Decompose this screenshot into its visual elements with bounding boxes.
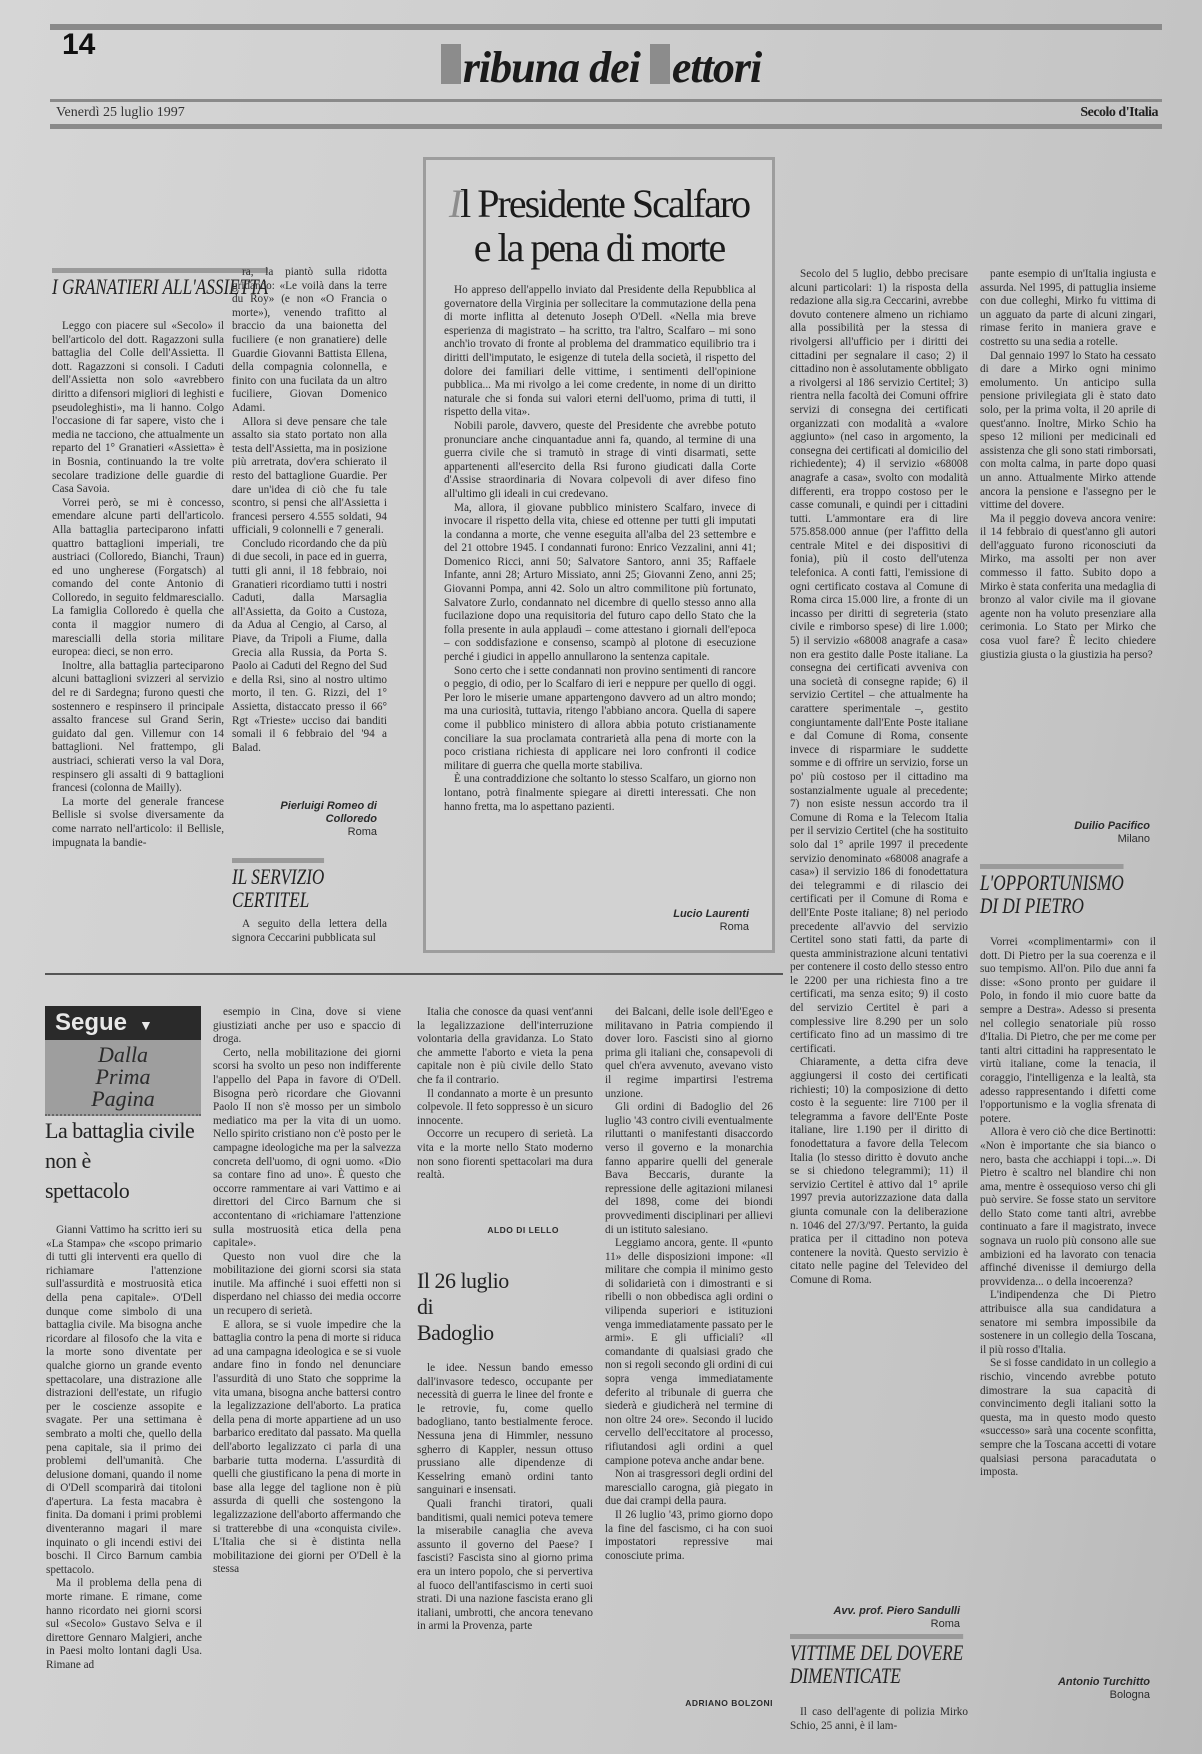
battaglia-colC — [417, 1006, 593, 1183]
badoglio-byline: ADRIANO BOLZONI — [685, 1698, 773, 1708]
paragraph: Concludo ricordando che da più di due secoli, in pace ed in guerra, tutti gli anni, il 18 febbraio, noi Granatieri ricordiamo tutti i nostri Caduti, dalla Marsaglia all'Assietta, da Goito a Custoza, da Adua al Cengio, al Carso, al Piave, da Tripoli a Fiume, dalla Grecia alla Russia, da Porta S. Paolo ai Caduti del Regno del Sud e della Rsi, sino al nostro ultimo morto, il ten. G. Rizzi, del 1° Assietta, distaccato presso il 66° Rgt «Trieste» ucciso dai banditi somali il 6 febbraio del '94 a Balad. — [232, 537, 387, 754]
badoglio-headline: Il 26 luglio di Badoglio — [417, 1268, 509, 1345]
masthead-text-2: ettori — [671, 43, 762, 92]
header-bottom-rule — [50, 124, 1162, 129]
paragraph: Gli ordini di Badoglio del 26 luglio '43 contro civili eventualmente riluttanti o manifestanti disaccordo verso il governo e la monarchia fanno apparire quelli del generale Bava Beccaris, durante la repressione delle agitazioni milanesi del 1898, come dei biondi provvedimenti disciplinari per allievi di un istituto salesiano. — [605, 1101, 773, 1236]
certitel-intro — [232, 918, 387, 945]
granatieri-byline — [232, 800, 377, 839]
paragraph: L'indipendenza che Di Pietro attribuisce alla sua candidatura a senatore mi sembra impossibile da sostenere in un collegio della Toscana, il più rosso d'Italia. — [980, 1289, 1156, 1356]
paragraph: Vorrei però, se mi è concesso, emendare alcune parti dell'articolo. Alla battaglia parteciparono infatti quattro battaglioni imperiali, tre austriaci (Colloredo, Bianchi, Traun) ed uno ungherese (Forgatsch) al comando del conte Antonio di Colloredo, in seguito feldmaresciallo. La famiglia Colloredo è quella che conta il maggior numero di marescialli della storia militare europea: dieci, se non erro. — [52, 496, 224, 659]
paragraph: Gianni Vattimo ha scritto ieri su «La Stampa» che «scopo primario di tutti gli interventi era quello di richiamare l'attenzione sull'assurdità e mostruosità etica della pena capitale». O'Dell dunque come simbolo di una battaglia civile. Ma bisogna anche ricordare al filosofo che la vita e la morte sono diventate per qualche giorno un grande evento spettacolare, una distrazione alle distrazioni dell'estate, un rifugio per le coscienze assopite e svagate. Per una settimana è sembrato a molti che, quello della pena capitale, sia il primo dei problemi dell'umanità. Che delusione domani, quando il nome di O'Dell scomparirà dai titoloni d'apertura. La festa macabra è finita. Da domani i primi problemi diventeranno magari il mare inquinato o gli incendi estivi dei boschi. Il Circo Barnum cambia spettacolo. — [46, 1224, 202, 1576]
arrow-down-icon: ▼ — [139, 1017, 153, 1033]
masthead-text-1: ribuna dei — [462, 43, 650, 92]
paragraph: Quali franchi tiratori, quali banditismi, quali nemici poteva temere la miserabile canaglia che aveva assunto il governo del Paese? I fascisti? Fascista sino al giorno prima era un intero popolo, che si pervertiva al fuoco dell'antifascismo in certi suoi strati. Di una nazione fascista erano gli italiani, umbrotti, che ancora tenevano in armi la Provenza, parte — [417, 1497, 593, 1633]
author-name: Pierluigi Romeo di Colloredo — [280, 800, 377, 825]
paragraph: Il 26 luglio '43, primo giorno dopo la fine del fascismo, ci ha con suoi impostatori repressive mai conosciute prima. — [605, 1508, 773, 1562]
author-city: Bologna — [1109, 1689, 1150, 1701]
paragraph: A seguito della lettera della signora Ceccarini pubblicata sul — [232, 918, 387, 944]
dalla-prima-pagina: Dalla Prima Pagina — [45, 1040, 201, 1116]
badoglio-colC — [417, 1362, 593, 1634]
battaglia-headline: La battaglia civile non è spettacolo — [45, 1118, 195, 1203]
paragraph: Inoltre, alla battaglia parteciparono alcuni battaglioni svizzeri al servizio del re di Sardegna; furono questi che sostennero e respinsero il principale assalto francese sul Grand Serin, guidato dal gen. Villemur con 14 battaglioni. Nel frattempo, gli austriaci, schierati verso la val Dora, respinsero gli assalti di 9 battaglioni francesi (colonna de Mailly). — [52, 659, 224, 795]
paragraph: Il condannato a morte è un presunto colpevole. Il feto soppresso è un sicuro innocente. — [417, 1087, 593, 1127]
paragraph: È una contraddizione che soltanto lo stesso Scalfaro, un giorno non lontano, potrà finalmente spiegare ai diretti interessati. Che non hanno fretta, ma lo aspettano pazienti. — [444, 773, 756, 813]
dipietro-headline: L'OPPORTUNISMO DI DI PIETRO — [980, 864, 1124, 917]
vittime-col5 — [980, 268, 1156, 662]
paragraph: E allora, se si vuole impedire che la battaglia contro la pena di morte si riduca ad una campagna ideologica e se si vuole andare fino in fondo nel denunciare l'assurdità di uno Stato che sopprime la vita umana, bisogna anche battersi contro la legalizzazione dell'aborto. La pratica della pena di morte appartiene ad un uso barbarico ereditato dal passato. Ma quella dell'aborto legalizzato ci parla di una barbarie tutta moderna. L'assurdità di quelli che giustificano la pena di morte in base alla legge del taglione non è più assurda di quelli che sostengono la legalizzazione dell'aborto affermando che si tratterebbe di una «conquista civile». L'Italia che si è distinta nella mobilitazione dei giorni per O'Dell è la stessa — [213, 1318, 401, 1576]
masthead-initial-t — [441, 44, 461, 84]
granatieri-headline: I GRANATIERI ALL'ASSIETTA — [52, 268, 268, 298]
paragraph: le idee. Nessun bando emesso dall'invasore tedesco, occupante per necessità di guerra le linee del fronte e le retrovie, fu, come quello badogliano, tanto bestialmente feroce. Nessuna jena di Himmler, nessuno sgherro di Kappler, nessun ottuso prussiano alle dipendenze di Kesselring emanò ordini tanto sanguinari e insensati. — [417, 1362, 593, 1497]
badoglio-colD — [605, 1006, 773, 1563]
paragraph: dei Balcani, delle isole dell'Egeo e militavano in Patria compiendo il dover loro. Fascisti sino al giorno prima gli italiani che, consapevoli di quel ch'era avvenuto, avevano visto il regime impartirsi l'estrema unzione. — [605, 1006, 773, 1100]
scalfaro-byline — [444, 908, 749, 934]
author-city: Roma — [930, 1618, 960, 1630]
certitel-headline: IL SERVIZIO CERTITEL — [232, 858, 324, 911]
paragraph: Italia che conosce da quasi vent'anni la legalizzazione dell'interruzione volontaria della gravidanza. Lo Stato che ammette l'aborto e vieta la pena capitale non è più civile dello Stato che fa il contrario. — [417, 1006, 593, 1086]
paragraph: Dal gennaio 1997 lo Stato ha cessato di dare a Mirko ogni minimo emolumento. Un anticipo sulla pensione privilegiata gli è stato dato solo, per la prima volta, il 20 aprile di quest'anno. Inoltre, Mirko Schio ha speso 12 milioni per medicinali ed assistenza che gli sono stati rimborsati, con molta calma, in parte dopo quasi un anno. Attualmente Mirko attende ancora la pensione e l'assegno per le vittime del dovere. — [980, 349, 1156, 512]
paragraph: Certo, nella mobilitazione dei giorni scorsi ha svolto un peso non indifferente l'appello del Papa in favore di O'Dell. Bisogna però ricordare che Giovanni Paolo II non s'è mosso per un simbolo mediatico ma per la vita di un uomo. Nello spirito cristiano non c'è posto per le campagne ideologiche ma per la salvezza concreta dell'uomo, di ogni uomo. «Dio sa contare fino ad uno». È questo che occorre rammentare ai vari Vattimo e ai direttori del Circo Barnum che si accontentano di «richiamare l'attenzione sulla mostruosità etica della pena capitale». — [213, 1046, 401, 1250]
paragraph: Ho appreso dell'appello inviato dal Presidente della Repubblica al governatore della Virginia per sollecitare la commutazione della pena di morte inflitta al detenuto Joseph O'Dell. «Nella mia breve esperienza di magistrato – ha scritto, tra l'altro, Scalfaro – mi sono anch'io trovato di fronte al problema del drammatico equilibrio tra i diritti dell'imputato, le esigenze di tutela della società, il rispetto del dolore dei familiari delle vittime, i sentimenti dell'opinione pubblica... Ma mi rivolgo a lei come credente, in nome di un diritto naturale che si fonda sui valori eterni dell'uomo, prima di tutti, il rispetto della vita». — [444, 284, 756, 419]
vittime-headline: VITTIME DEL DOVERE DIMENTICATE — [790, 1634, 963, 1687]
paragraph: Allora è vero ciò che dice Bertinotti: «Non è importante che sia bianco o nero, basta che acchiappi i topi...». Di Pietro è scaltro nel blandire chi non ama, mentre è ossequioso verso chi gli può servire. Se fosse stato un servitore dello Stato come tanti altri, avrebbe continuato a fare il magistrato, invece sognava un ruolo più consono alle sue ambizioni ed ha lavorato con tenacia affinché divenisse il demiurgo della provvidenza... o della incoerenza? — [980, 1126, 1156, 1288]
top-rule — [50, 24, 1162, 30]
vittime-byline — [980, 820, 1150, 846]
paragraph: Chiaramente, a detta cifra deve aggiungersi il costo dei certificati richiesti; 10) la composizione di detto costo è la seguente: lire 7100 per il telegramma a favore dell'Ente Poste italiane, lire 1.190 per il diritto di fonodettatura a favore della Telecom Italia (lo stesso diritto è dovuto anche se si chiedono telegrammi); 11) il servizio Certitel è attivo dal 1° aprile 1997 previa autorizzazione data dalla giunta comunale con la deliberazione n. 1046 del 27/3/'97. Pertanto, la guida pratica per il cittadino non poteva contenere la novità. Questo servizio è citato nelle pagine del Televideo del Comune di Roma. — [790, 1056, 968, 1286]
scalfaro-feature-box — [423, 157, 775, 953]
paragraph: Ma il problema della pena di morte rimane. E rimane, come hanno ricordato nei giorni scorsi sul «Secolo» Gustavo Selva e il direttore Gennaro Malgieri, anche in Paesi molto lontani dagli Usa. Rimane ad — [46, 1577, 202, 1671]
vittime-intro — [790, 1706, 968, 1733]
dipietro-body — [980, 936, 1156, 1480]
granatieri-col1 — [52, 320, 224, 850]
newspaper-name: Secolo d'Italia — [1080, 105, 1158, 120]
author-city: Roma — [347, 826, 377, 838]
segue-dalla-prima-box — [45, 1006, 201, 1116]
section-divider — [45, 973, 783, 975]
paragraph: Non ai trasgressori degli ordini del maresciallo carogna, già piegato in due dai crampi della paura. — [605, 1468, 773, 1508]
paragraph: Secolo del 5 luglio, debbo precisare alcuni particolari: 1) la risposta della redazione alla sig.ra Ceccarini, avrebbe dovuto contenere almeno un richiamo alla possibilità per la stessa di rivolgersi all'ufficio per i diritti dei cittadini per segnalare il caso; 2) il cittadino non è assolutamente obbligato a rivolgersi al 186 servizio Certitel; 3) rientra nella facoltà dei Comuni offrire servizi di consegna dei certificati organizzati con modalità a «valore aggiunto» (nel caso in argomento, la consegna dei certificati al domicilio del richiedente); 4) il servizio «68008 anagrafe a casa», svolto con modalità differenti, era troppo costoso per le casse comunali, e quindi per i cittadini tutti. L'ammontare era di lire 575.858.000 annue (per l'affitto della centrale Mitel e dei dispositivi di fonia), più il costo dell'utenza telefonica. A conti fatti, l'emissione di ogni certificato costava al Comune di Roma circa 15.000 lire, a fronte di un incasso per diritti di segreteria (stato civile e rimborso spese) di lire 1.000; 5) il servizio «68008 anagrafe a casa» non era gestito dalle Poste italiane. La consegna dei certificati avveniva con una società di consegne rapide; 6) il servizio Certitel – che attualmente ha carattere sperimentale –, gestito congiuntamente dall'Ente Poste italiane e dal Comune di Roma, consente invece di risparmiare le suddette somme e di offrire un servizio, forse un po' più costoso per il cittadino ma sostanzialmente uguale al precedente; 7) non esiste nessun accordo tra il Comune di Roma e la Telecom Italia per il servizio Certitel (che ha sostituito solo dal 1° aprile 1997 il precedente servizio denominato «68008 anagrafe a casa») il servizio 186 di fonodettatura dei telegrammi e di rilascio dei certificati per il Comune di Roma e dell'Ente Poste italiane; 8) nel periodo precedente all'avvio del servizio Certitel sono stati fatti, da parte di questa amministrazione alcuni tentativi per contenere il costo dello stesso entro le 2200 per una richiesta fino a tre certificati, ma senza esito; 9) il costo del servizio Certitel è pari a complessive lire 8.290 per un solo certificato fino ad un massimo di tre certificati. — [790, 268, 968, 1055]
paragraph: Vorrei «complimentarmi» con il dott. Di Pietro per la sua coerenza e il suo tempismo. All'on. Pilo due anni fa disse: «Sono pronto per guidare il Polo, in fondo il mio cuore batte da sempre a Destra». Adesso si presenta nel collegio senatoriale più rosso d'Italia. Di Pietro, che per me come per tanti altri cittadini ha rappresentato le virtù italiane, come la tenacia, il coraggio, l'intelligenza e la lealtà, sta adesso rappresentando i difetti come l'opportunismo e la voglia sfrenata di potere. — [980, 936, 1156, 1125]
paragraph: pante esempio di un'Italia ingiusta e assurda. Nel 1995, di pattuglia insieme con due colleghi, Mirko fu vittima di un agguato da parte di alcuni zingari, rimase ferito in maniera grave e costretto su una sedia a rotelle. — [980, 268, 1156, 348]
dateline: Venerdì 25 luglio 1997 — [56, 105, 185, 120]
paragraph: Il caso dell'agente di polizia Mirko Schio, 25 anni, è il lam- — [790, 1706, 968, 1732]
battaglia-byline: ALDO DI LELLO — [487, 1225, 559, 1235]
battaglia-colA — [46, 1224, 202, 1673]
paragraph: esempio in Cina, dove si viene giustiziati anche per uso e spaccio di droga. — [213, 1006, 401, 1046]
certitel-byline — [790, 1605, 960, 1631]
paragraph: Questo non vuol dire che la mobilitazione dei giorni scorsi sia stata inutile. Ma affinché i suoi effetti non si disperdano nel chiasso dei media occorre un recupero di serietà. — [213, 1250, 401, 1318]
scalfaro-headline: Il Presidente Scalfaro e la pena di morte — [448, 181, 750, 270]
author-name: Avv. prof. Piero Sandulli — [833, 1605, 960, 1617]
paragraph: Leggo con piacere sul «Secolo» il bell'articolo del dott. Ragazzoni sulla battaglia del Colle dell'Assietta. Il dott. Ragazzoni si consoli. I Caduti dell'Assietta non solo «avrebbero diritto a difensori migliori di leghisti e pseudoleghisti», ma li hanno. Colgo l'occasione di far sapere, visto che i media ne tacciono, che attualmente un reparto del 1° Granatieri «Assietta» è in Bosnia, continuando la tre volte secolare tradizione delle guardie di Casa Savoia. — [52, 320, 224, 496]
author-city: Roma — [719, 921, 749, 933]
author-name: Lucio Laurenti — [673, 908, 749, 920]
certitel-col4 — [790, 268, 968, 1288]
segue-label: Segue ▼ — [45, 1006, 201, 1040]
paragraph: Leggiamo ancora, gente. Il «punto 11» delle disposizioni impone: «Il militare che compia il minimo gesto di solidarietà con i dimostranti e si ribelli o non obbedisca agli ordini o vilipenda superiori e istituzioni venga immediatamente passato per le armi». E gli ufficiali? «Il comandante di qualsiasi grado che non si regoli secondo gli ordini di cui sopra venga immediatamente deferito al tribunale di guerra che siederà e giudicherà nel termine di non oltre 24 ore». Secondo il lucido cervello dell'eccitatore al processo, rifiutandosi agli ordini a quel campione poteva anche andar bene. — [605, 1237, 773, 1467]
dipietro-byline — [980, 1676, 1150, 1702]
author-name: Duilio Pacifico — [1074, 820, 1150, 832]
paragraph: Ma il peggio doveva ancora venire: il 14 febbraio di quest'anno gli autori dell'agguato furono riconosciuti da Mirko, ma assolti per non aver commesso il fatto. Subito dopo a Mirko è stata conferita una medaglia di bronzo al valor civile ma il giovane agente non ha voluto presenziare alla cerimonia. Lo Stato per Mirko che cosa vuol fare? È lecito chiedere giustizia giusta o la giustizia ha perso? — [980, 512, 1156, 661]
paragraph: Ma, allora, il giovane pubblico ministero Scalfaro, invece di invocare il rispetto della vita, chiese ed ottenne per tutti gli imputati la condanna a morte, che venne eseguita all'alba del 23 settembre e del 21 ottobre 1945. I condannati furono: Enrico Vezzalini, anni 41; Domenico Ricci, anni 50; Salvatore Santoro, anni 35; Raffaele Infante, anni 28; Arturo Missiato, anni 25; Giovanni Zeno, anni 25; Giovanni Pompa, anni 42. Solo un altro commilitone più fortunato, Salvatore Zurlo, condannato nel dicembre di quello stesso anno alla fucilazione dopo una requisitoria del futuro capo dello Stato che la folla presente in aula applaudì – come attestano i giornali dell'epoca – con soddisfazione e consenso, scampò al plotone di esecuzione perché i giudici in appello annullarono la sentenza capitale. — [444, 501, 756, 664]
masthead-initial-l — [650, 44, 670, 84]
paragraph: Nobili parole, davvero, queste del Presidente che avrebbe potuto pronunciare anche cinquantadue anni fa, quando, al termine di una guerra civile che si tramutò in strage di vinti disarmati, sette appartenenti all'esercito della Rsi furono giudicati dalla Corte d'Assise straordinaria di Novara colpevoli di aver difeso fino all'ultimo gli ideali in cui credevano. — [444, 419, 756, 500]
author-city: Milano — [1117, 833, 1150, 845]
paragraph: La morte del generale francese Bellisle si svolse diversamente da come narrato nell'articolo: il Bellisle, impugnata la bandie- — [52, 795, 224, 849]
scalfaro-body — [444, 284, 756, 814]
paragraph: Sono certo che i sette condannati non provino sentimenti di rancore o peggio, di odio, per lo Scalfaro di ieri e neppure per quello di oggi. Per loro le miserie umane appartengono davvero ad un altro mondo; ma una curiosità, tuttavia, ritengo l'abbiano ancora. Quella di sapere come il pubblico ministero di allora abbia potuto cristianamente conciliare la sua proclamata contrarietà alla pena di morte con la poco cristiana richiesta di applicare nei loro confronti il codice militare di guerra che quella morte stabiliva. — [444, 664, 756, 772]
paragraph: Allora si deve pensare che tale assalto sia stato portato non alla testa dell'Assietta, ma in posizione più arretrata, dov'era schierato il resto del battaglione Guardie. Per dare un'idea di ciò che fu tale scontro, si pensi che all'Assietta i francesi persero 4.555 soldati, 94 ufficiali, 9 colonnelli e 7 generali. — [232, 415, 387, 537]
battaglia-colB — [213, 1006, 401, 1577]
author-name: Antonio Turchitto — [1057, 1676, 1150, 1688]
section-masthead — [0, 42, 1202, 93]
paragraph: Occorre un recupero di serietà. La vita e la morte nello Stato moderno non sono fiorenti spettacolari ma dura realtà. — [417, 1128, 593, 1182]
masthead-rule — [50, 99, 1162, 102]
paragraph: ra, la piantò sulla ridotta gridando: «Le voilà dans la terre du Roy» (e non «O Francia o morte»), venendo trafitto al braccio da una baionetta del fuciliere (e non granatiere) delle Guardie Giovanni Battista Ellena, della compagnia colonnella, e finito con una fucilata da un altro fuciliere, Giovan Domenico Adami. — [232, 266, 387, 414]
paragraph: Se si fosse candidato in un collegio a rischio, vincendo avrebbe potuto dimostrare la sua capacità di convincimento degli italiani sotto la questa, ma in questo modo questo «successo» sarà una cocente sconfitta, sempre che la Toscana accetti di votare qualsiasi persona paracadutata o imposta. — [980, 1357, 1156, 1479]
page-number: 14 — [62, 28, 96, 61]
granatieri-col2 — [232, 266, 387, 755]
